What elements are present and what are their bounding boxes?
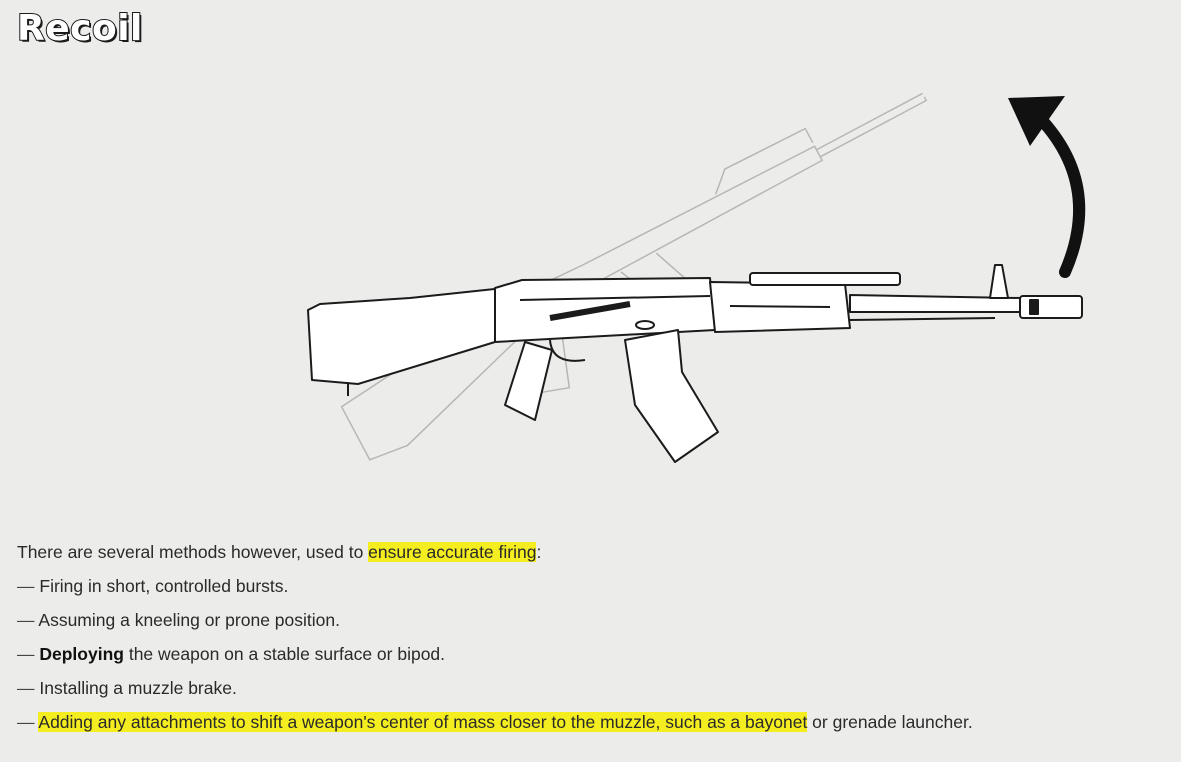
page-title: Recoil (17, 8, 143, 49)
recoiling-rifle-illustration (290, 60, 1100, 480)
highlighted-phrase: ensure accurate firing (368, 542, 537, 562)
list-item: — Adding any attachments to shift a weapon's center of mass closer to the muzzle, such as a bayonet or grenade launcher. (17, 712, 973, 732)
list-item: — Installing a muzzle brake. (17, 678, 237, 698)
list-item: — Deploying the weapon on a stable surface or bipod. (17, 644, 446, 664)
recoil-methods-text (17, 535, 973, 739)
stock (308, 288, 504, 384)
rifle-outline (308, 265, 1082, 462)
bold-term: Deploying (39, 644, 124, 664)
intro-line: There are several methods however, used to ensure accurate firing: (17, 542, 542, 562)
recoil-direction-arrow-icon (1008, 96, 1079, 272)
pistol-grip (505, 342, 552, 420)
list-item: — Firing in short, controlled bursts. (17, 576, 289, 596)
list-item: — Assuming a kneeling or prone position. (17, 610, 340, 630)
highlighted-phrase: Adding any attachments to shift a weapon's center of mass closer to the muzzle, such as a bayonet (38, 712, 808, 732)
magazine (625, 330, 718, 462)
